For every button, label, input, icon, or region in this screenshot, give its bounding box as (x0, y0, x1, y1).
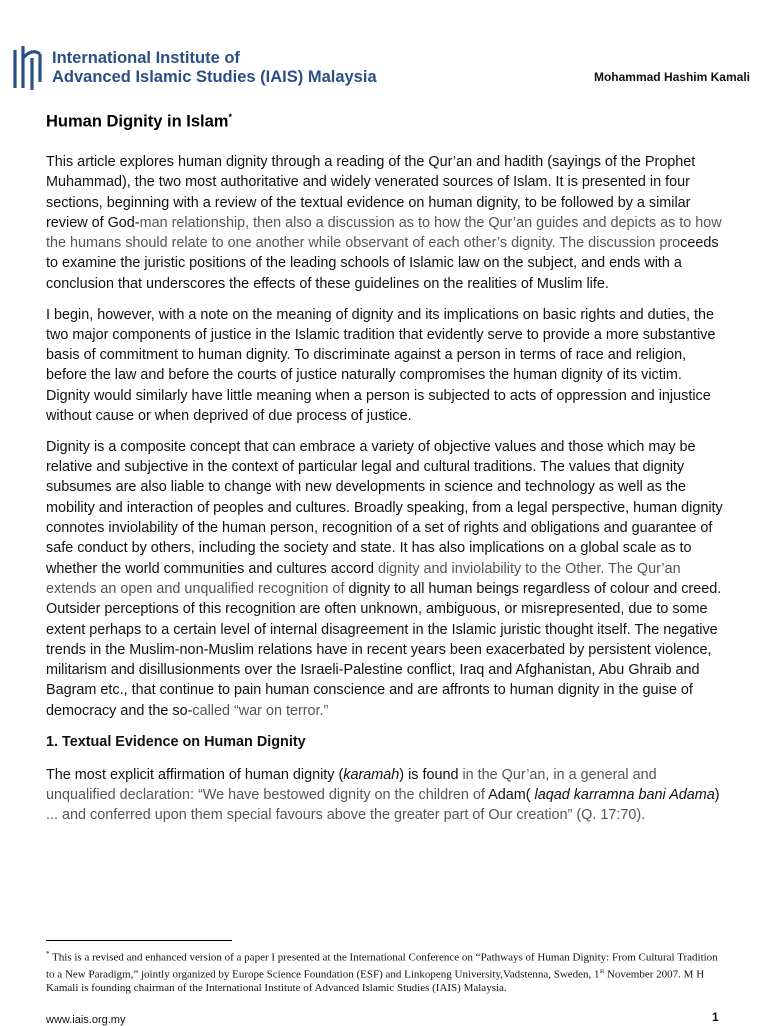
paragraph-3-part-d: called “war on terror.” (192, 702, 329, 719)
paragraph-4-part-f: ... and conferred upon them special favours above the greater part of Our creation” (Q. 17:70). (46, 807, 646, 824)
paragraph-1-part-c: ceeds to examine the juristic positions of the leading schools of Islamic law on the subject, and ends with a conclusion that underscores the effects of these guidelines on the realities of Muslim life. (46, 235, 719, 292)
document-title (46, 112, 232, 132)
paragraph-3-part-b: dignity and inviolability to the Other. The Qur’an extends an open and unqualified recognition of (46, 560, 681, 597)
institute-name-line2: Advanced Islamic Studies (IAIS) Malaysia (52, 68, 377, 86)
institute-name-line1: International Institute of (52, 49, 240, 67)
paragraph-3-part-a: Dignity is a composite concept that can embrace a variety of objective values and those which may be relative and subjective in the context of particular legal and cultural traditions. The values that dignity subsumes are also liable to change with new developments in science and technology as well as the mobility and interaction of peoples and cultures. Broadly speaking, from a legal perspective, human dignity connotes inviolability of the human person, recognition of a set of rights and obligations and guarantee of safe conduct by others, including the society and state. It has also implications on a global scale as to whether the world communities and cultures accord (46, 438, 723, 577)
paragraph-4 (46, 765, 726, 826)
paragraph-4-part-c: in the Qur’an, in a general and unqualified declaration: “We have bestowed dignity on the children of (46, 766, 657, 804)
footnote-text-b: November 2007. M H Kamali is founding chairman of the International Institute of Advanced Islamic Studies (IAIS) Malaysia. (46, 968, 705, 995)
footnote (46, 948, 726, 996)
arabic-transliteration: laqad karramna bani Adama (534, 787, 715, 804)
paragraph-2: I begin, however, with a note on the meaning of dignity and its implications on basic rights and duties, the two major components of justice in the Islamic tradition that evidently serve to provide a more substantive basis of commitment to human dignity. To discriminate against a person in terms of race and religion, before the law and before the courts of justice naturally compromises the human dignity of its victim. Dignity would similarly have little meaning when a person is subjected to acts of oppression and injustice without cause or when deprived of due process of justice. (46, 306, 716, 425)
title-footnote-mark: * (228, 112, 232, 122)
footnote-ordinal: st (599, 967, 605, 976)
page-number: 1 (712, 1010, 719, 1024)
paragraph-3-part-c: dignity to all human beings regardless of colour and creed. Outsider perceptions of this recognition are often unknown, ambiguous, or misrepresented, due to some extent perhaps to a certain level of internal disagreement in the Islamic juristic thought itself. The negative trends in the Muslim-non-Muslim relations have in recent years been exacerbated by persistent violence, militarism and disillusionments over the Israeli-Palestine conflict, Iraq and Afghanistan, Abu Ghraib and Bagram etc., that continue to pain human conscience and are affronts to human dignity in the guise of democracy and the so- (46, 580, 722, 719)
document-header (10, 44, 750, 96)
paragraph-4-part-a: The most explicit affirmation of human dignity ( (46, 766, 344, 783)
document-body (46, 152, 726, 836)
karamah-term: karamah (343, 766, 400, 783)
author-name: Mohammad Hashim Kamali (593, 70, 750, 84)
paragraph-4-part-d: Adam( (488, 787, 535, 804)
paragraph-1-part-b: man relationship, then also a discussion as to how the Qur’an guides and depicts as to how the humans should relate to one another while observant of each other’s dignity. The discussion pro (46, 214, 722, 252)
section-heading-1: 1. Textual Evidence on Human Dignity (46, 733, 306, 750)
paragraph-4-part-b: ) is found (399, 766, 463, 783)
footnote-mark: * (46, 950, 50, 958)
paragraph-1-part-a: This article explores human dignity through a reading of the Qur’an and hadith (sayings of the Prophet Muhammad), the two most authoritative and widely venerated sources of Islam. It is presented in four sections, beginning with a review of the textual evidence on human dignity, to be followed by a similar review of God- (46, 154, 696, 231)
footnote-divider (46, 940, 232, 941)
footer-website-link[interactable]: www.iais.org.my (46, 1014, 126, 1026)
iais-logo-icon (10, 44, 46, 92)
paragraph-4-part-e: ) (714, 787, 720, 804)
title-text: Human Dignity in Islam (46, 112, 229, 131)
paragraph-1 (46, 152, 726, 294)
institute-name (52, 49, 377, 87)
footnote-text-a: This is a revised and enhanced version of a paper I presented at the International Conference on “Pathways of Human Dignity: From Cultural Tradition to a New Paradigm,” jointly organized by Europe Science Foundation (ESF) and Linkopeng University,Vadstenna, Sweden, 1 (46, 951, 718, 981)
paragraph-3 (46, 437, 726, 721)
